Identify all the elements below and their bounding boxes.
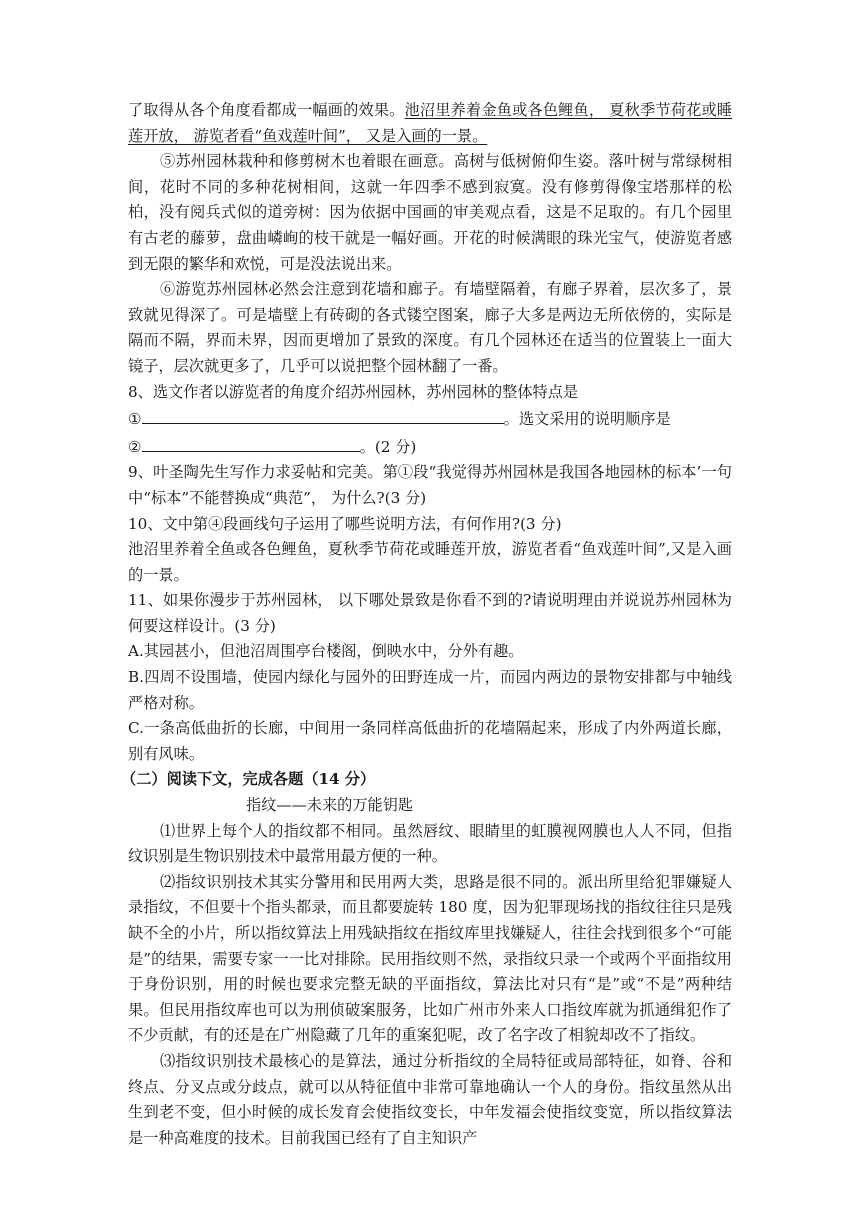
blank-1-label: ① [128,410,142,429]
answer-blank-1[interactable] [142,405,504,424]
question-8-line-2 [128,433,732,461]
question-8-stem: 8、选文作者以游览者的角度介绍苏州园林，苏州园林的整体特点是 [128,382,579,401]
question-8-score: 。(2 分) [359,437,417,456]
question-9: 9、叶圣陶先生写作力求妥帖和完美。第①段“我觉得苏州园林是我国各地园林的标本’一句中“标本”不能替换成“典范”， 为什么?(3 分) [128,463,732,507]
section-2-heading: （二）阅读下文，完成各题（14 分） [121,770,376,789]
article-paragraph-2: ⑵指纹识别技术其实分警用和民用两大类，思路是很不同的。派出所里给犯罪嫌疑人录指纹，不但要十个指头都录，而且都要旋转 180 度，因为犯罪现场找的指纹往往只是残缺不全的小片，所以指纹算法上用残缺指纹在指纹库里找嫌疑人，往往会找到很多个“可能是”的结果，需要专家一一比对排除。民用指纹则不然，录指纹只录一个或两个平面指纹用于身份识别，用的时候也要求完整无缺的平面指纹，算法比对只有“是”或“不是”两种结果。但民用指纹库也可以为刑侦破案服务，比如广州市外来人口指纹库就为抓通缉犯作了不少贡献，有的还是在广州隐藏了几年的重案犯呢，改了名字改了相貌却改不了指纹。 [128,872,732,1045]
article-paragraph-1: ⑴世界上每个人的指纹都不相同。虽然唇纹、眼睛里的虹膜视网膜也人人不同，但指纹识别是生物识别技术中最常用最方便的一种。 [128,821,732,866]
article-title: 指纹——未来的万能钥匙 [246,796,414,815]
option-a: A.其园甚小，但池沼周围亭台楼阁，倒映水中，分外有趣。 [128,642,524,661]
paragraph-4-text: 了取得从各个角度看都成一幅画的效果。 [128,101,405,119]
blank-2-label: ② [128,437,142,456]
option-c: C.一条高低曲折的长廊，中间用一条同样高低曲折的花墙隔起来，形成了内外两道长廊，别有风味。 [128,719,732,763]
question-8-mid: 。选文采用的说明顺序是 [503,410,671,429]
paragraph-6: ⑥游览苏州园林必然会注意到花墙和廊子。有墙壁隔着，有廊子界着，层次多了，景致就见得深了。可是墙壁上有砖砌的各式镂空图案，廊子大多是两边无所依傍的，实际是隔而不隔，界而未界，因而更增加了景致的深度。有几个园林还在适当的位置装上一面大镜子，层次就更多了，几乎可以说把整个园林翻了一番。 [128,280,732,375]
question-10: 10、文中第④段画线句子运用了哪些说明方法，有何作用?(3 分) [128,514,562,533]
underlined-sentence: 池沼里养着金鱼或各色鲤鱼， 夏秋季节荷花或睡莲开放， 游览者看“鱼戏莲叶间”， 又是入画的一景。 [128,101,733,145]
option-b: B.四周不设围墙，使园内绿化与园外的田野连成一片，而园内两边的景物安排都与中轴线严格对称。 [128,668,732,712]
question-11: 11、如果你漫步于苏州园林， 以下哪处景致是你看不到的?请说明理由并说说苏州园林为何要这样设计。(3 分) [128,591,732,635]
article-paragraph-3: ⑶指纹识别技术最核心的是算法，通过分析指纹的全局特征或局部特征，如脊、谷和终点、分叉点或分歧点，就可以从特征值中非常可靠地确认一个人的身份。指纹虽然从出生到老不变，但小时候的成长发育会使指纹变长，中年发福会使指纹变宽，所以指纹算法是一种高难度的技术。目前我国已经有了自主知识产 [128,1051,732,1147]
question-8-line-1 [128,405,732,433]
question-10-quote: 池沼里养着全鱼或各色鲤鱼，夏秋季节荷花或睡莲开放，游览者看“鱼戏莲叶间”,又是入画的一景。 [128,540,732,584]
document-page [121,98,733,1151]
paragraph-5: ⑤苏州园林栽种和修剪树木也着眼在画意。高树与低树俯仰生姿。落叶树与常绿树相间，花时不同的多种花树相间，这就一年四季不感到寂寞。没有修剪得像宝塔那样的松柏，没有阅兵式似的道旁树：因为依据中国画的审美观点看，这是不足取的。有几个园里有古老的藤萝，盘曲嶙峋的枝干就是一幅好画。开花的时候满眼的珠光宝气，使游览者感到无限的繁华和欢悦，可是没法说出来。 [128,152,732,273]
paragraph-4-tail [128,98,732,149]
answer-blank-2[interactable] [142,433,360,452]
